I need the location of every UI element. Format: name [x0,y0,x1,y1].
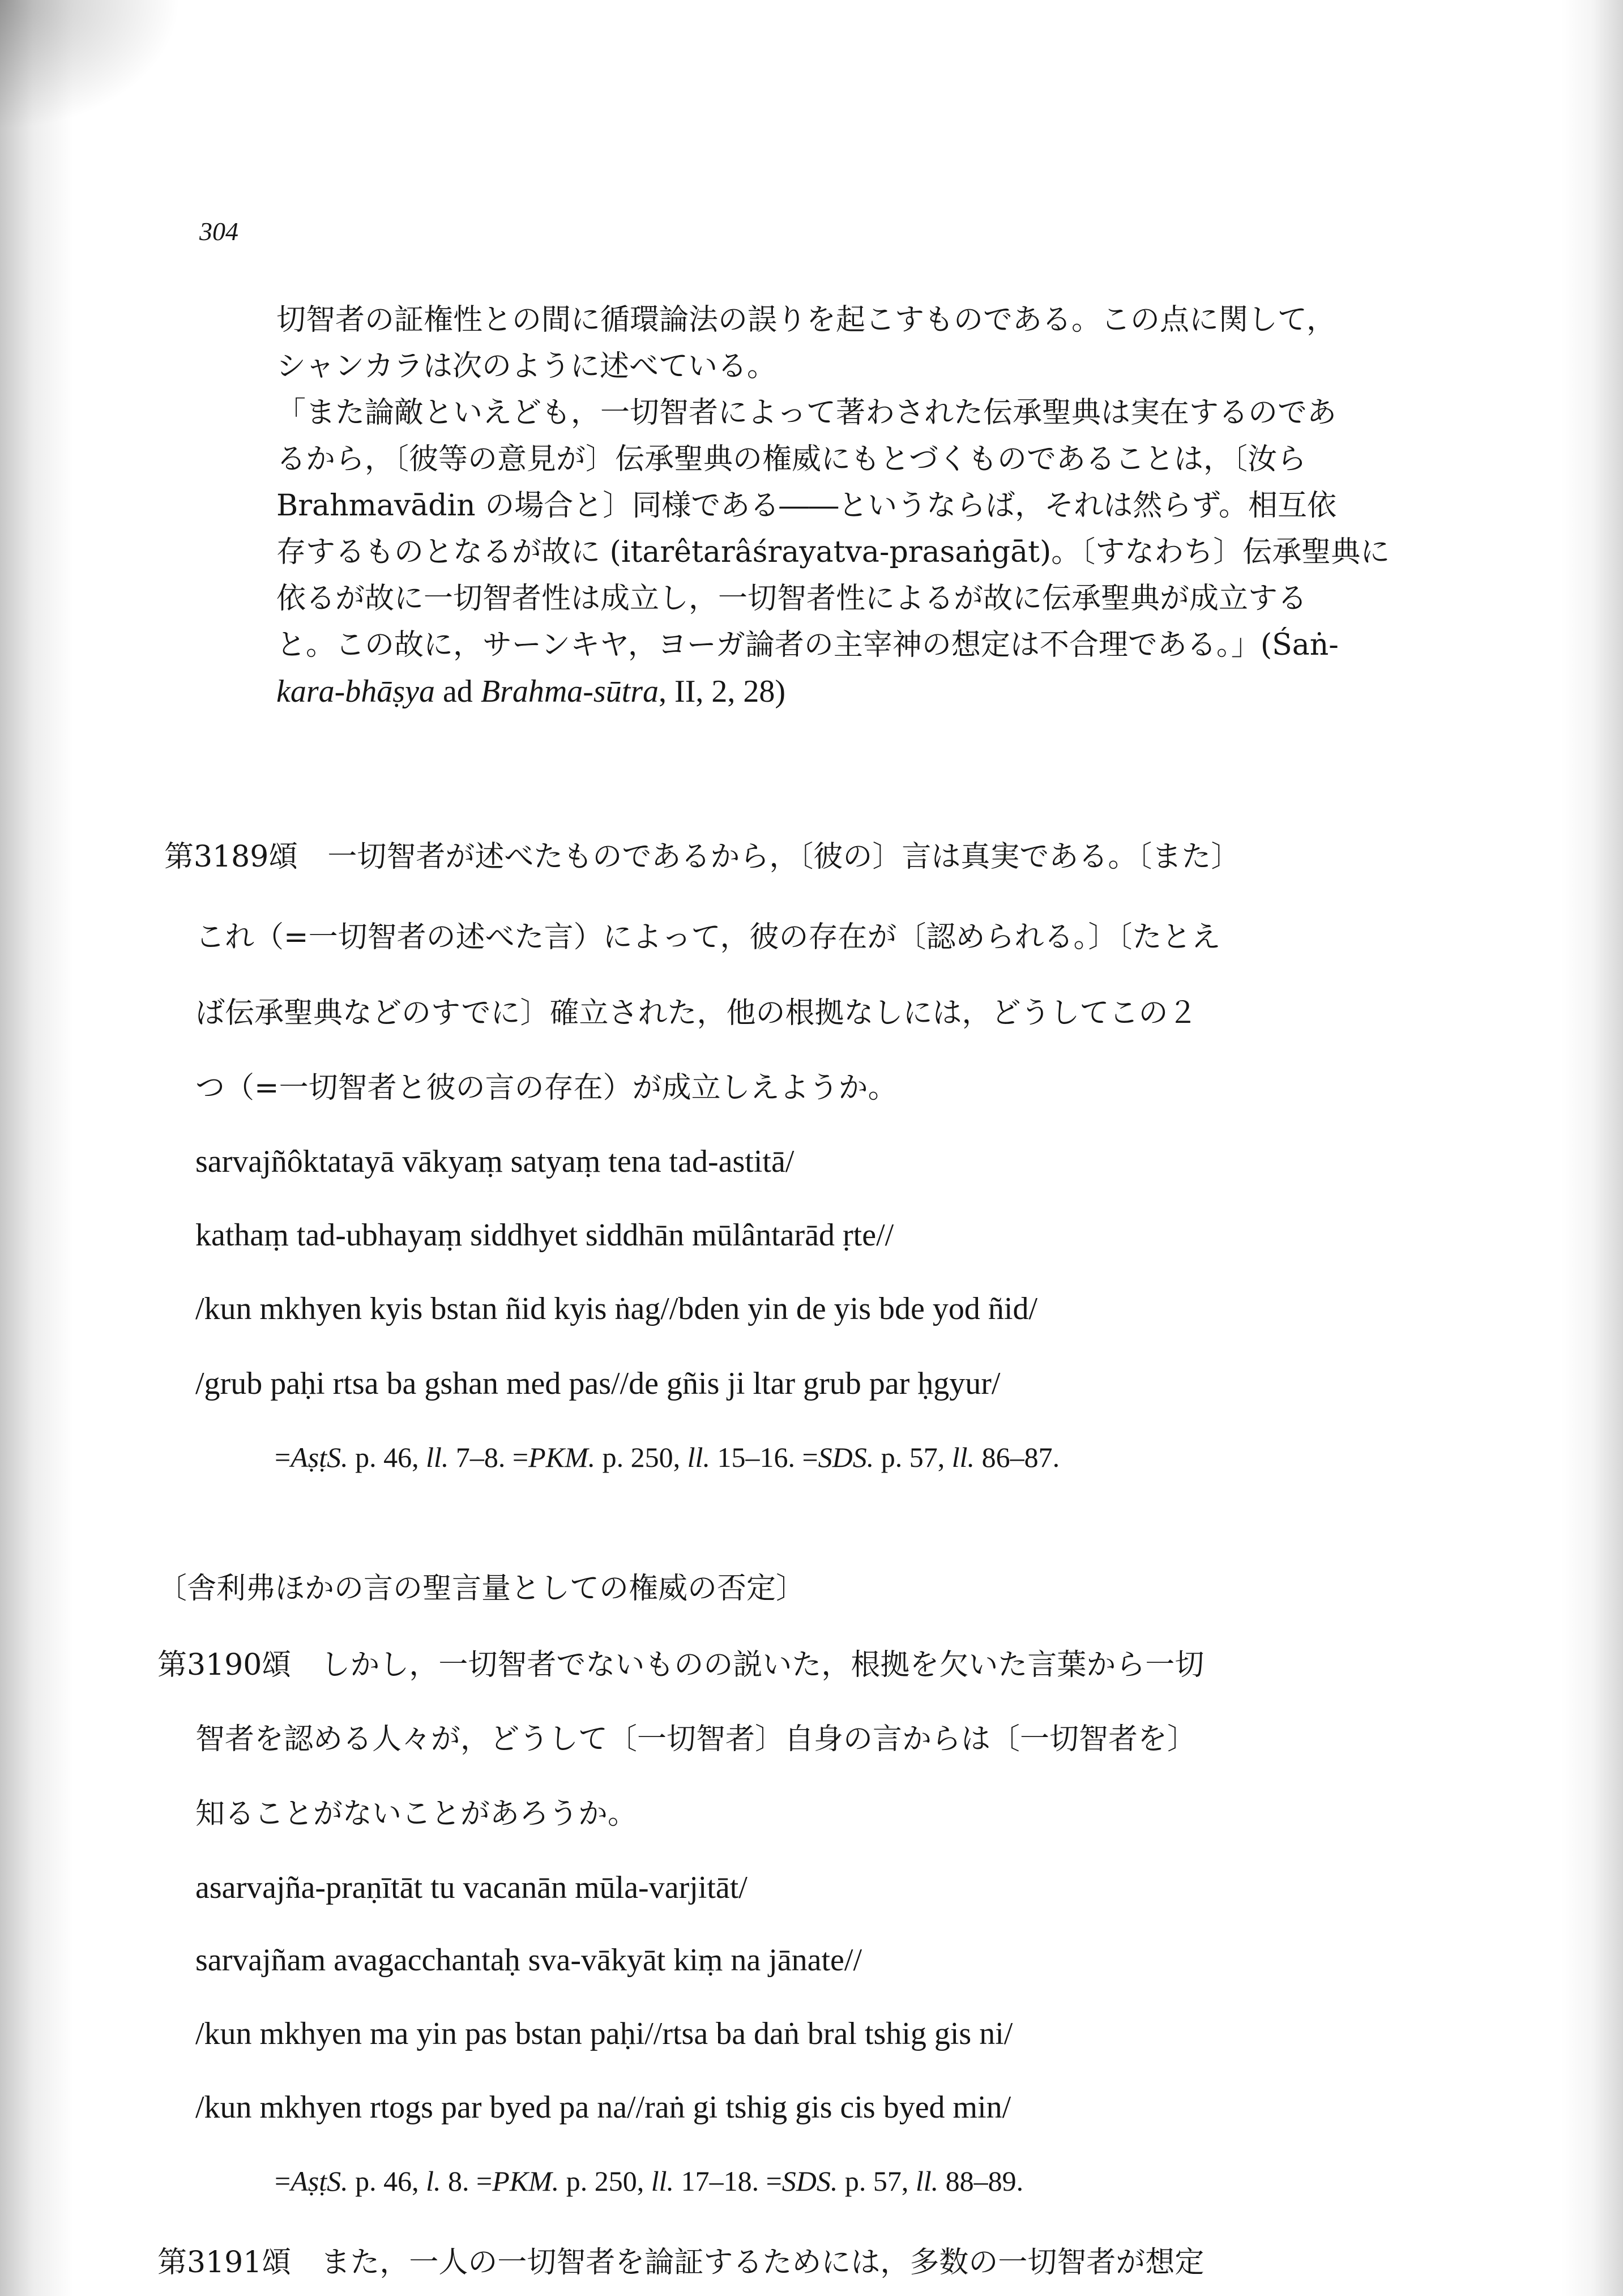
tibetan-line: /kun mkhyen ma yin pas bstan paḥi//rtsa ba daṅ bral tshig gis ni/ [195,2016,1013,2051]
scan-shadow-corner [0,0,181,130]
ref-abbrev: l. [426,2165,441,2197]
citation-work: kara-bhāṣya [276,674,435,709]
ref-part: p. 250, [595,1441,687,1473]
ref-part: 15–16. = [710,1441,818,1473]
sanskrit-line: sarvajñam avagacchantaḥ sva-vākyāt kiṃ na jānate// [195,1943,862,1978]
verse-line: 第3190頌 しかし，一切智者でないものの説いた，根拠を欠いた言葉から一切 [157,1648,1205,1682]
ref-part: p. 250, [559,2165,651,2197]
verse-3191-line: 第3191頌 また，一人の一切智者を論証するためには，多数の一切智者が想定 [157,2246,1205,2280]
ref-part: 7–8. = [449,1441,529,1473]
quote-line: シャンカラは次のように述べている。 [276,349,776,383]
ref-abbrev: ll. [915,2165,939,2197]
citation-location: , II, 2, 28) [659,674,785,709]
ref-part: p. 46, [348,1441,426,1473]
scan-shadow-left [0,0,74,2296]
ref-part: p. 57, [874,1441,952,1473]
quote-line: 切智者の証権性との間に循環論法の誤りを起こすものである。この点に関して， [276,303,1336,337]
ref-abbrev: AṣṭS. [291,2165,348,2197]
verse-line: 第3189頌 一切智者が述べたものであるから，〔彼の〕言は真実である。〔また〕 [164,840,1241,874]
quote-line: 存するものとなるが故に (itarêtarâśrayatva-prasaṅgāt)。〔すなわち〕伝承聖典に [276,535,1390,569]
quote-line: Brahmavādin の場合と〕同様である――というならば，それは然らず。相互依 [276,489,1337,523]
ref-part: 17–18. = [674,2165,782,2197]
ref-abbrev: SDS. [781,2165,838,2197]
ref-part: = [275,1441,291,1473]
ref-part: 88–89. [938,2165,1024,2197]
verse-line: つ（=一切智者と彼の言の存在）が成立しえようか。 [195,1071,898,1105]
sanskrit-line: sarvajñôktatayā vākyaṃ satyaṃ tena tad-astitā/ [195,1144,795,1179]
ref-abbrev: PKM. [528,1441,596,1473]
ref-abbrev: ll. [651,2165,674,2197]
tibetan-line: /kun mkhyen kyis bstan ñid kyis ṅag//bden yin de yis bde yod ñid/ [195,1291,1038,1326]
quote-line: 依るが故に一切智者性は成立し，一切智者性によるが故に伝承聖典が成立する [276,582,1308,616]
citation-text: Brahma-sūtra [480,674,659,709]
ref-abbrev: PKM. [492,2165,559,2197]
verse-line: 知ることがないことがあろうか。 [195,1797,638,1831]
ref-abbrev: AṣṭS. [291,1441,348,1473]
sanskrit-line: asarvajña-praṇītāt tu vacanān mūla-varjitāt/ [195,1870,748,1905]
ref-abbrev: ll. [687,1441,710,1473]
quote-line: 「また論敵といえども，一切智者によって著わされた伝承聖典は実在するのであ [276,396,1337,430]
scan-shadow-right [1561,0,1623,2296]
citation-ad: ad [434,674,481,709]
verse-line: 智者を認める人々が，どうして〔一切智者〕自身の言からは〔一切智者を〕 [195,1722,1197,1756]
ref-abbrev: ll. [951,1441,975,1473]
ref-part: 86–87. [975,1441,1060,1473]
ref-abbrev: ll. [426,1441,449,1473]
verse-line: ば伝承聖典などのすでに〕確立された，他の根拠なしには，どうしてこの２ [195,996,1198,1030]
ref-abbrev: SDS. [818,1441,874,1473]
page-number: 304 [199,217,238,246]
tibetan-line: /grub paḥi rtsa ba gshan med pas//de gñis ji ltar grub par ḥgyur/ [195,1366,1001,1401]
ref-part: 8. = [441,2165,493,2197]
ref-part: p. 57, [838,2165,916,2197]
verse-references [275,1437,1060,1477]
verse-line: これ（=一切智者の述べた言）によって，彼の存在が〔認められる。〕〔たとえ [195,920,1221,954]
section-heading: 〔舎利弗ほかの言の聖言量としての権威の否定〕 [157,1572,806,1606]
quote-line: るから，〔彼等の意見が〕伝承聖典の権威にもとづくものであることは，〔汝ら [276,442,1306,476]
quote-line: と。この故に，サーンキヤ，ヨーガ論者の主宰神の想定は不合理である。」(Śaṅ- [276,628,1339,662]
quote-citation [276,672,785,711]
verse-references [275,2161,1023,2201]
ref-part: = [275,2165,291,2197]
sanskrit-line: kathaṃ tad-ubhayaṃ siddhyet siddhān mūlântarād ṛte// [195,1218,894,1253]
tibetan-line: /kun mkhyen rtogs par byed pa na//raṅ gi tshig gis cis byed min/ [195,2090,1011,2125]
ref-part: p. 46, [348,2165,426,2197]
